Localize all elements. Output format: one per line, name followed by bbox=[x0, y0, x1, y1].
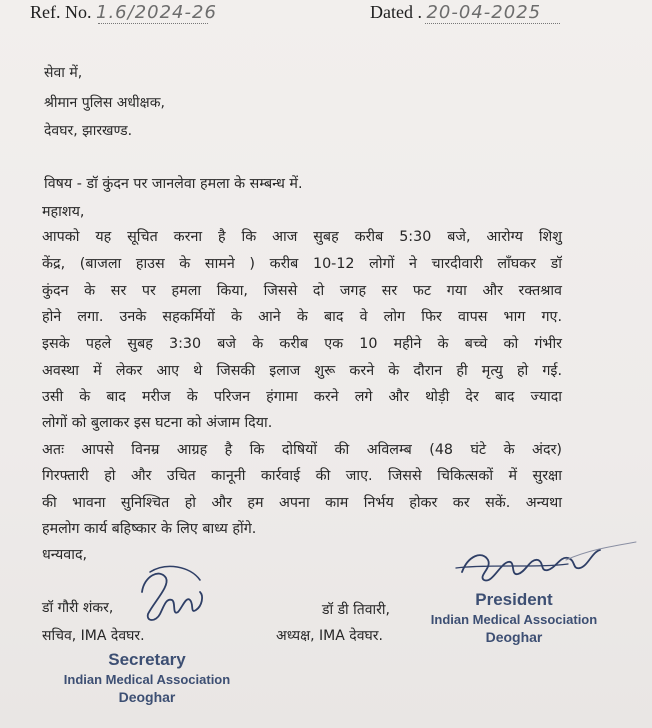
address-line-1: सेवा में, bbox=[44, 65, 83, 81]
body-line: आपको यह सूचित करना है कि आज सुबह करीब 5:30 बजे, आरोग्य शिशु bbox=[42, 229, 562, 245]
secretary-stamp-org: Indian Medical Association bbox=[63, 672, 231, 687]
body-line: अवस्था में लेकर आए थे जिसकी इलाज शुरू करने के दौरान ही मृत्यु हो गई. bbox=[42, 363, 562, 379]
dated-label: Dated . bbox=[370, 2, 422, 22]
body-line: केंद्र, (बाजला हाउस के सामने ) करीब 10-12 लोगों ने चारदीवारी लाँघकर डॉ bbox=[42, 256, 562, 272]
dated bbox=[370, 2, 541, 23]
subject-line: विषय - डॉ कुंदन पर जानलेवा हमला के सम्बन्ध में. bbox=[44, 176, 303, 192]
president-stamp-city: Deoghar bbox=[485, 629, 543, 645]
president-stamp bbox=[414, 590, 614, 645]
president-stamp-role: President bbox=[475, 590, 553, 609]
secretary-signature bbox=[120, 562, 210, 634]
secretary-title: सचिव, IMA देवघर. bbox=[42, 628, 145, 644]
closing: धन्यवाद, bbox=[42, 547, 88, 563]
address-line-2: श्रीमान पुलिस अधीक्षक, bbox=[44, 95, 165, 111]
ref-label: Ref. No. bbox=[30, 2, 92, 22]
president-name: डॉ डी तिवारी, bbox=[322, 602, 390, 618]
secretary-name: डॉ गौरी शंकर, bbox=[42, 600, 114, 616]
salutation: महाशय, bbox=[42, 204, 85, 220]
president-signature bbox=[448, 538, 638, 588]
body-line: गिरफ्तारी हो और उचित कानूनी कार्रवाई की जाए. जिससे चिकित्सकों में सुरक्षा bbox=[42, 468, 562, 484]
body-line: इसके पहले सुबह 3:30 बजे के करीब एक 10 महीने के बच्चे को गंभीर bbox=[42, 336, 562, 352]
address-line-3: देवघर, झारखण्ड. bbox=[44, 123, 133, 139]
body-line: की भावना सुनिश्चित हो और हम अपना काम निर्भय होकर कर सकें. अन्यथा bbox=[42, 495, 562, 511]
president-stamp-org: Indian Medical Association bbox=[430, 612, 598, 627]
dated-dotted-line bbox=[425, 22, 560, 24]
body-line: कुंदन के सर पर हमला किया, जिससे दो जगह सर फट गया और रक्तश्राव bbox=[42, 283, 562, 299]
dated-value: 20-04-2025 bbox=[426, 2, 542, 23]
ref-number bbox=[30, 2, 217, 23]
body-line: अतः आपसे विनम्र आग्रह है कि दोषियों की अविलम्ब (48 घंटे के अंदर) bbox=[42, 442, 562, 458]
president-title: अध्यक्ष, IMA देवघर. bbox=[276, 628, 383, 644]
body-line: लोगों को बुलाकर इस घटना को अंजाम दिया. bbox=[42, 415, 273, 431]
secretary-stamp-city: Deoghar bbox=[118, 689, 176, 705]
secretary-stamp-role: Secretary bbox=[108, 650, 186, 669]
body-line: हमलोग कार्य बहिष्कार के लिए बाध्य होंगे. bbox=[42, 521, 257, 537]
body-line: होने लगा. उनके सहकर्मियों के आने के बाद वे लोग फिर वापस भाग गए. bbox=[42, 309, 562, 325]
ref-value: 1.6/2024-26 bbox=[96, 2, 217, 23]
ref-number-dotted-line bbox=[98, 22, 208, 24]
secretary-stamp bbox=[52, 650, 242, 705]
body-line: उसी के बाद मरीज के परिजन हंगामा करने लगे और थोड़ी देर बाद ज्यादा bbox=[42, 389, 562, 405]
